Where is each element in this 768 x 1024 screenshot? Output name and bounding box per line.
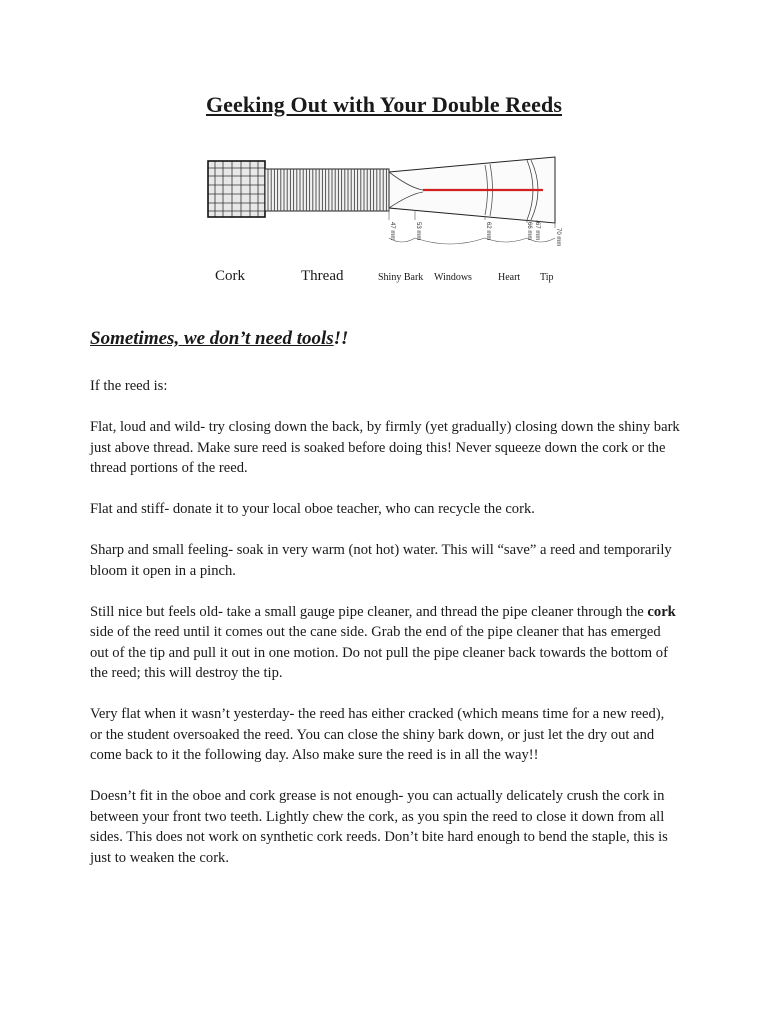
tip-paragraph-flat-loud: Flat, loud and wild- try closing down the back, by firmly (yet gradually) closing down the shiny bark just above thread. Make sure reed is soaked before doing this! Never squeeze down the cork or the thread portions of the reed. xyxy=(90,419,680,476)
measure-66: 66 mm xyxy=(526,222,532,241)
measure-47: 47 mm xyxy=(389,222,395,241)
thread-section xyxy=(265,169,389,211)
label-shiny-bark: Shiny Bark xyxy=(378,272,424,283)
reed-illustration xyxy=(205,128,580,250)
tip-paragraph-old-reed xyxy=(90,602,680,684)
measure-62: 62 mm xyxy=(485,222,491,241)
reed-diagram xyxy=(205,128,580,250)
tip-paragraph-doesnt-fit: Doesn’t fit in the oboe and cork grease is not enough- you can actually delicately crush the cork in between your front two teeth. Lightly chew the cork, as you spin the reed to close it down from all sides. This does not work on synthetic cork reeds. Don’t bite hard enough to bend the staple, this is just to weaken the cork. xyxy=(90,788,668,866)
measure-70: 70 mm xyxy=(555,228,561,247)
intro-paragraph: If the reed is: xyxy=(90,378,168,394)
old-reed-text-after: side of the reed until it comes out the cane side. Grab the end of the pipe cleaner that has emerged out of the tip and pull it out in one motion. Do not pull the pipe cleaner back towards the bottom of the reed; this will destroy the tip. xyxy=(90,624,668,681)
tips-body xyxy=(90,376,680,889)
cork-section xyxy=(208,161,265,217)
measure-67: 67 mm xyxy=(534,222,540,241)
tip-paragraph-sharp-small: Sharp and small feeling- soak in very warm (not hot) water. This will “save” a reed and temporarily bloom it open in a pinch. xyxy=(90,542,672,579)
measure-53: 53 mm xyxy=(415,222,421,241)
tip-paragraph-very-flat: Very flat when it wasn’t yesterday- the reed has either cracked (which means time for a new reed), or the student oversoaked the reed. You can close the shiny bark down, or just let the dry out and come back to it the following day. Also make sure the reed is in all the way!! xyxy=(90,706,665,763)
label-windows: Windows xyxy=(434,272,472,283)
document-title: Geeking Out with Your Double Reeds xyxy=(205,92,563,117)
tip-paragraph-flat-stiff: Flat and stiff- donate it to your local oboe teacher, who can recycle the cork. xyxy=(90,501,535,517)
label-heart: Heart xyxy=(498,272,521,283)
old-reed-text-before: Still nice but feels old- take a small gauge pipe cleaner, and thread the pipe cleaner through the xyxy=(90,603,648,620)
section-heading xyxy=(90,328,348,350)
label-thread: Thread xyxy=(301,268,344,284)
label-cork: Cork xyxy=(215,268,245,284)
heading-underlined: Sometimes, we don’t need tools xyxy=(90,328,334,349)
old-reed-bold-word: cork xyxy=(647,603,676,620)
heading-suffix: !! xyxy=(333,328,349,349)
label-tip: Tip xyxy=(540,272,554,283)
